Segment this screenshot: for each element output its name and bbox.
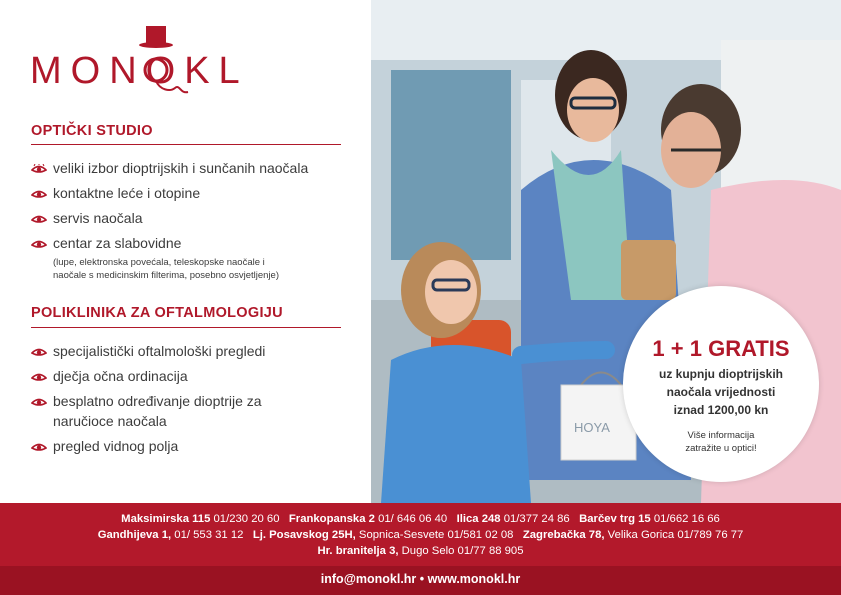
list-item-label: besplatno određivanje dioptrije za	[53, 393, 262, 409]
address-row	[0, 529, 841, 541]
list-item	[31, 160, 308, 176]
address-street: Zagrebačka 78,	[522, 529, 605, 541]
low-vision-note	[53, 256, 353, 282]
section-divider	[31, 327, 341, 328]
list-item-label: centar za slabovidne	[53, 235, 182, 251]
list-item-label: veliki izbor dioptrijskih i sunčanih naočala	[53, 160, 309, 176]
promo-note: zatražite u optici!	[685, 443, 757, 454]
address-street: Frankopanska 2	[288, 513, 375, 525]
section-divider	[31, 144, 341, 145]
address-street: Hr. branitelja 3,	[317, 545, 399, 557]
list-item-label: kontaktne leće i otopine	[53, 185, 201, 201]
monokl-logo	[30, 20, 250, 100]
address-phone: Velika Gorica 01/789 76 77	[604, 529, 744, 541]
address-row	[0, 513, 841, 525]
address-row	[0, 545, 841, 557]
address-phone: 01/377 24 86	[500, 513, 570, 525]
address-street: Gandhijeva 1,	[97, 529, 172, 541]
address-street: Ilica 248	[456, 513, 501, 525]
logo-wordmark: MONOKL	[30, 50, 249, 92]
eye-icon	[31, 442, 47, 452]
list-item-label: servis naočala	[53, 210, 143, 226]
list-item	[31, 393, 262, 409]
list-item-label: dječja očna ordinacija	[53, 368, 188, 384]
eye-icon	[31, 214, 47, 224]
info-panel	[0, 0, 371, 503]
eye-icon	[31, 164, 47, 174]
address-phone: Sopnica-Sesvete 01/581 02 08	[355, 529, 514, 541]
bag-brand-text: HOYA	[574, 420, 610, 435]
list-item	[31, 210, 143, 226]
list-item-label: specijalistički oftalmološki pregledi	[53, 343, 266, 359]
list-item	[31, 185, 200, 201]
address-street: Barčev trg 15	[579, 513, 651, 525]
address-phone: 01/230 20 60	[210, 513, 280, 525]
contact-links[interactable]: info@monokl.hr • www.monokl.hr	[320, 572, 521, 586]
promo-line: naočala vrijednosti	[666, 385, 776, 399]
eye-icon	[31, 189, 47, 199]
address-phone: 01/662 16 66	[650, 513, 720, 525]
promo-badge	[623, 286, 819, 482]
promo-line: iznad 1200,00 kn	[673, 403, 769, 417]
eye-icon	[31, 239, 47, 249]
eye-icon	[31, 347, 47, 357]
address-phone: 01/ 553 31 12	[171, 529, 244, 541]
list-item	[31, 235, 181, 251]
list-item	[31, 438, 178, 454]
eye-icon	[31, 397, 47, 407]
address-phone: Dugo Selo 01/77 88 905	[398, 545, 524, 557]
optical-studio-title: OPTIČKI STUDIO	[31, 123, 153, 139]
address-street: Maksimirska 115	[121, 513, 211, 525]
eye-icon	[31, 372, 47, 382]
promo-note: Više informacija	[687, 430, 755, 441]
list-item	[31, 368, 188, 384]
note-line: (lupe, elektronska povećala, teleskopske naočale i	[53, 257, 265, 268]
promo-line: uz kupnju dioptrijskih	[659, 367, 783, 381]
address-street: Lj. Posavskog 25H,	[252, 529, 356, 541]
polyclinic-title: POLIKLINIKA ZA OFTALMOLOGIJU	[31, 305, 283, 321]
list-item-continuation: naručioce naočala	[53, 413, 167, 429]
list-item	[31, 343, 265, 359]
list-item-label: pregled vidnog polja	[53, 438, 179, 454]
promo-title: 1 + 1 GRATIS	[652, 336, 790, 361]
note-line: naočale s medicinskim filterima, posebno osvjetljenje)	[53, 270, 279, 281]
address-phone: 01/ 646 06 40	[374, 513, 448, 525]
